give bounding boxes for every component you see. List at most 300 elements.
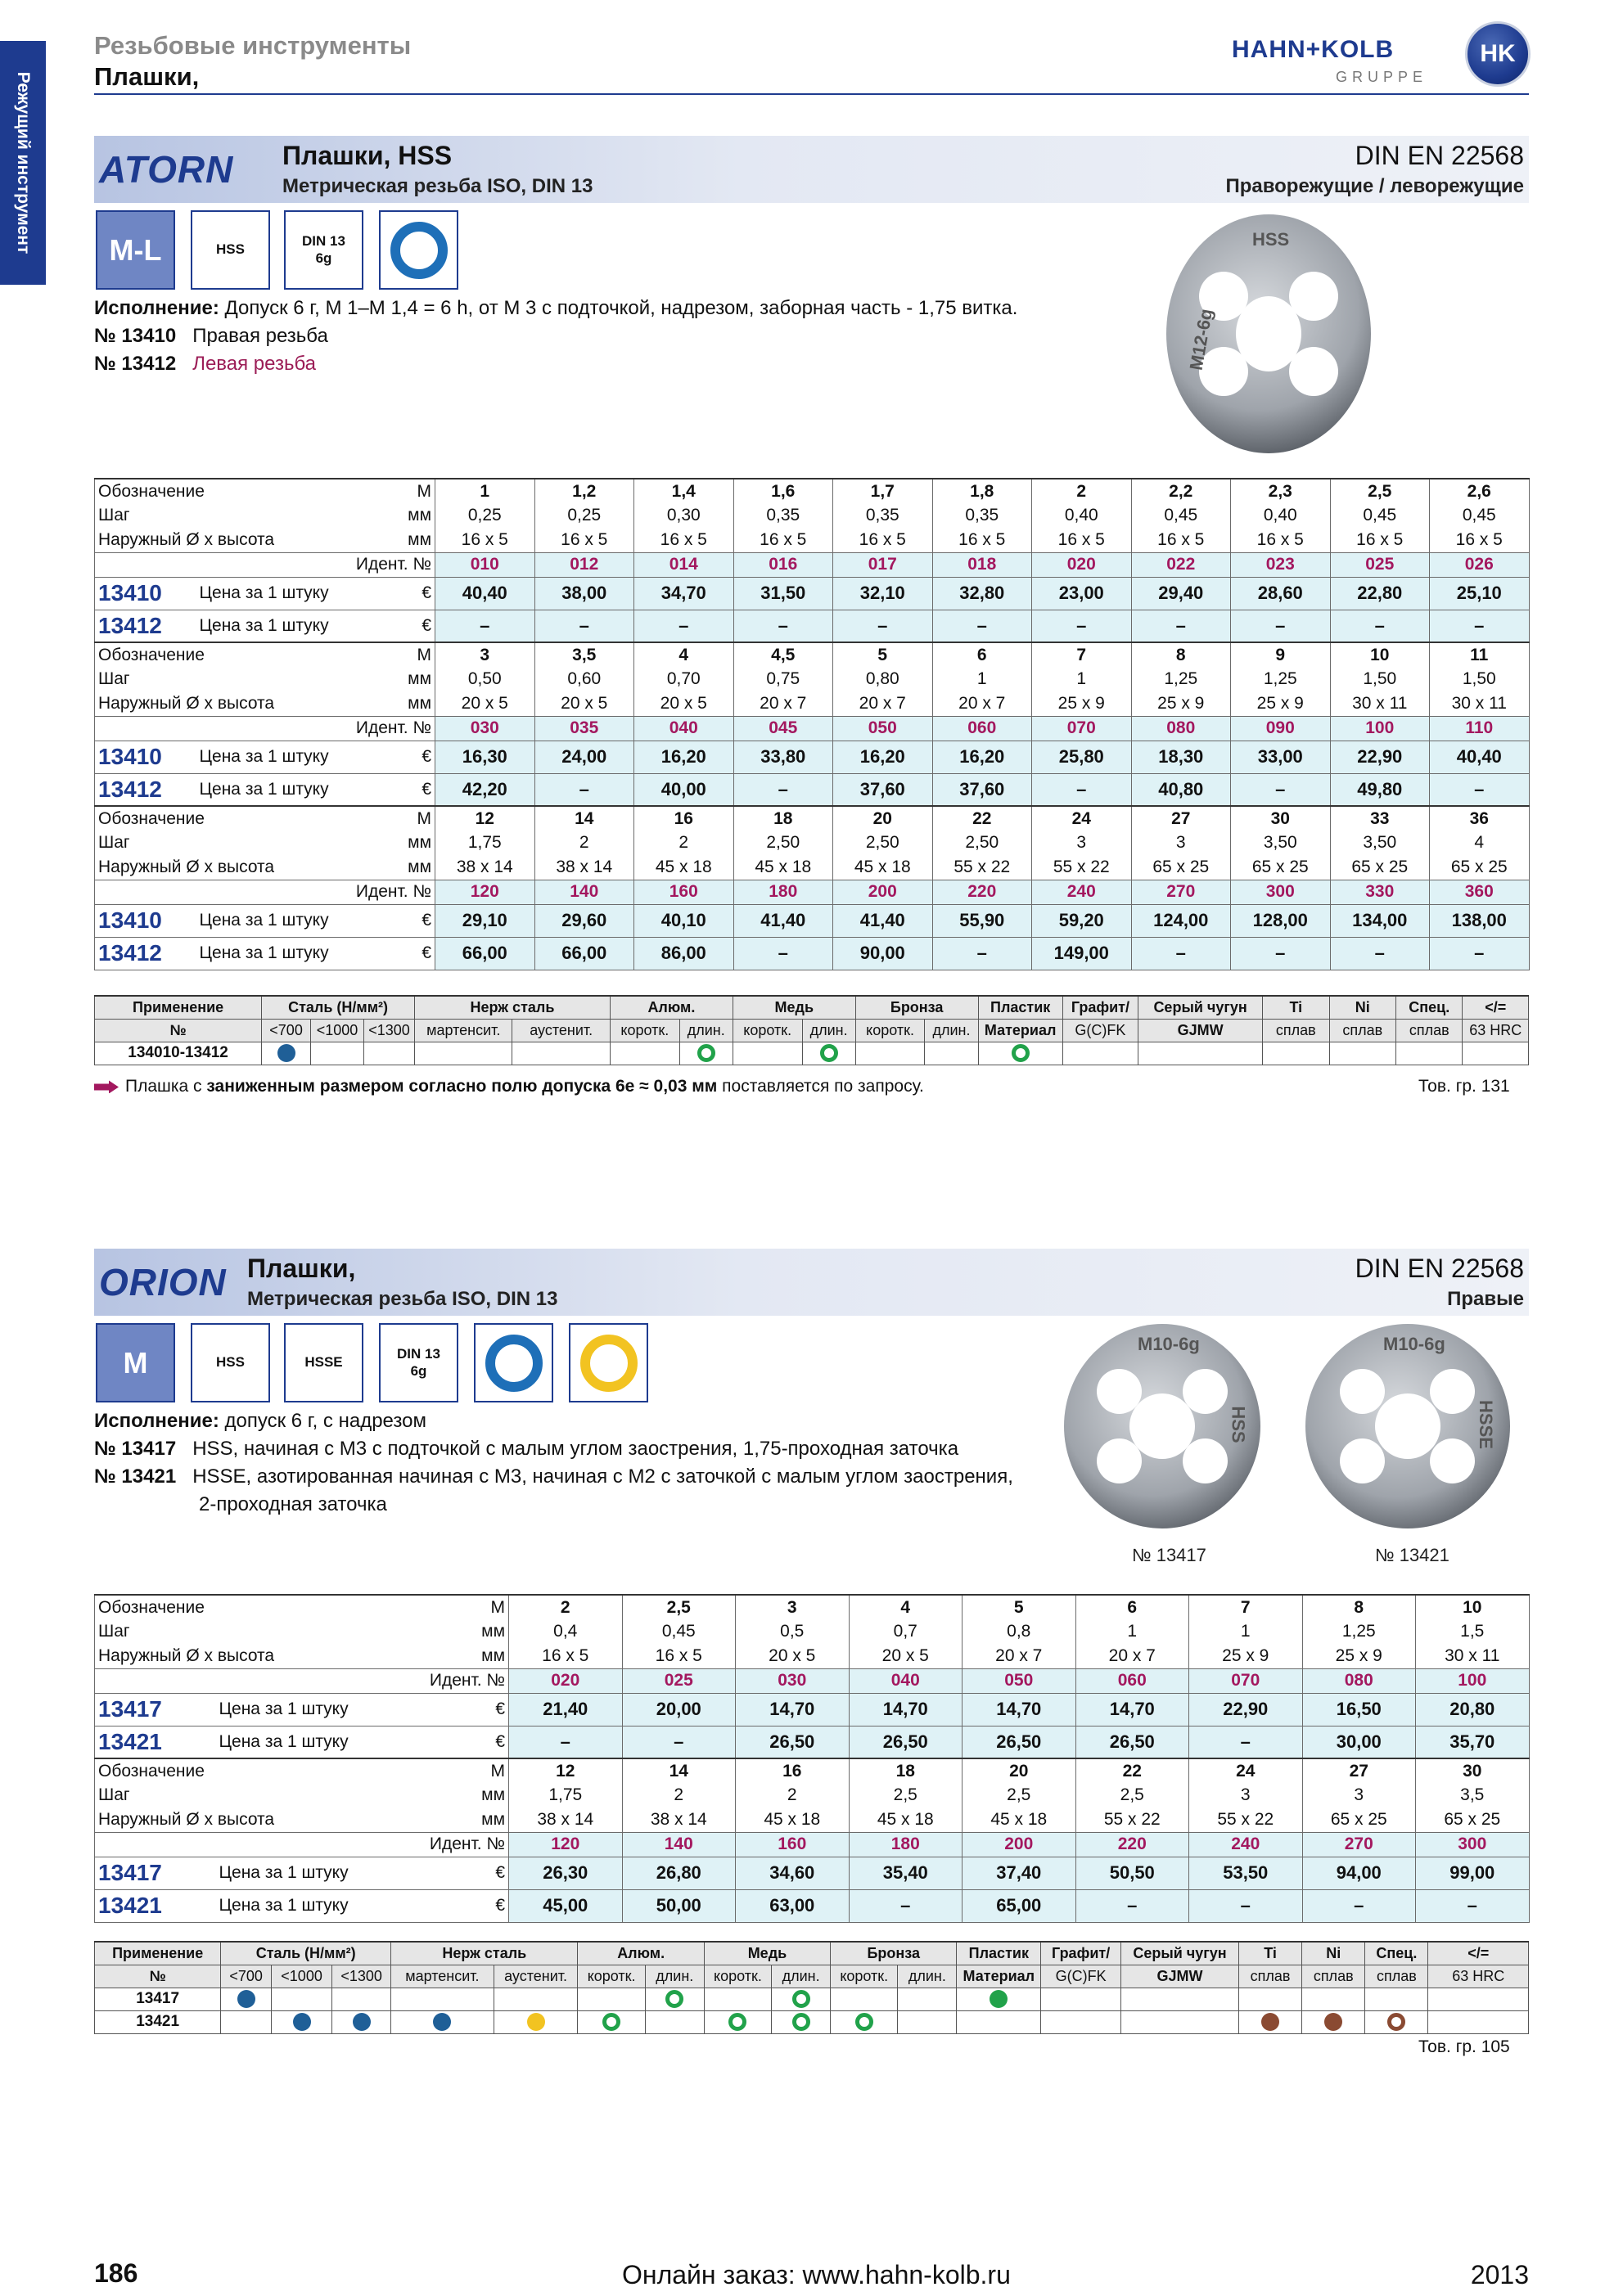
pitch-value: 3 [1032,831,1132,855]
app-subheader-cell: мартенсит. [391,1965,494,1988]
section1-norm: DIN EN 22568 [1355,141,1524,170]
ident-number[interactable]: 025 [622,1668,736,1693]
pitch-value: 0,35 [833,503,933,528]
app-row-label: 134010-13412 [95,1042,262,1065]
thread-size: 5 [833,642,933,667]
price-value: 40,00 [634,773,734,806]
app-header-cell: Пластик [978,996,1062,1019]
outer-size: 25 x 9 [1302,1644,1416,1668]
app-cell [733,1042,802,1065]
app-subheader-cell: № [95,1965,221,1988]
label-designation: Обозначение [95,806,393,831]
badge-din13: DIN 13 6g [284,210,363,290]
price-value: – [1430,937,1530,970]
ident-number[interactable]: 050 [833,716,933,741]
thread-size: 10 [1330,642,1430,667]
ident-number[interactable]: 060 [932,716,1032,741]
outer-size: 20 x 7 [1075,1644,1189,1668]
ident-number[interactable]: 012 [534,552,634,577]
ident-number[interactable]: 360 [1430,880,1530,904]
outer-size: 38 x 14 [622,1808,736,1832]
currency-symbol: € [393,904,435,937]
app-row [95,1988,1529,2010]
unit-mm: мм [393,528,435,552]
ident-number[interactable]: 016 [733,552,833,577]
ident-number[interactable]: 200 [963,1832,1076,1857]
app-subheader-cell: GJMW [1120,1965,1238,1988]
pitch-value: 0,8 [963,1619,1076,1644]
ident-number[interactable]: 090 [1231,716,1331,741]
badge-coating-gold-icon [569,1323,648,1402]
price-value: 16,20 [833,741,933,773]
label-pitch: Шаг [95,667,393,691]
thread-size: 1,2 [534,479,634,503]
price-value: 41,40 [733,904,833,937]
app-subheader-cell: сплав [1302,1965,1365,1988]
price-value: 22,80 [1330,577,1430,610]
article-number[interactable]: 13417 [95,1857,216,1889]
app-header-cell: Серый чугун [1138,996,1263,1019]
price-value: 24,00 [534,741,634,773]
price-value: – [1189,1726,1303,1758]
app-cell [364,1042,415,1065]
badge-coating-blue-icon [474,1323,553,1402]
ident-number[interactable]: 330 [1330,880,1430,904]
row-price [95,773,1530,806]
ident-number[interactable]: 045 [733,716,833,741]
app-cell [978,1042,1062,1065]
price-value: 29,60 [534,904,634,937]
price-value: 49,80 [1330,773,1430,806]
section1-description: Исполнение: Допуск 6 г, М 1–М 1,4 = 6 h, от М 3 с подточкой, надрезом, заборная часть - 1,75 витка. № 13410 Правая резьба № 13412 Левая резьба [94,297,1018,375]
pitch-value: 0,40 [1032,503,1132,528]
price-value: – [1302,1889,1416,1922]
outer-size: 65 x 25 [1330,855,1430,880]
app-cell [262,1042,311,1065]
ident-number[interactable]: 017 [833,552,933,577]
outer-size: 45 x 18 [833,855,933,880]
pitch-value: 0,45 [1430,503,1530,528]
label-price: Цена за 1 штуку [196,937,393,970]
outer-size: 30 x 11 [1416,1644,1530,1668]
outer-size: 20 x 5 [534,691,634,716]
pitch-value: 1,75 [435,831,535,855]
app-cell [645,1988,704,2010]
price-value: 124,00 [1131,904,1231,937]
price-value: 42,20 [435,773,535,806]
price-value: 34,70 [634,577,734,610]
row-price [95,904,1530,937]
ident-number[interactable]: 025 [1330,552,1430,577]
price-value: 40,40 [435,577,535,610]
price-value: 18,30 [1131,741,1231,773]
unit-mm: мм [393,667,435,691]
suitability-ring-green-icon [697,1044,715,1062]
app-subheader-cell: 63 HRC [1428,1965,1529,1988]
thread-size: 3 [736,1595,850,1619]
ident-number[interactable]: 240 [1189,1832,1303,1857]
row-ident [95,1668,1530,1693]
price-value: 33,00 [1231,741,1331,773]
article-number[interactable]: 13410 [95,904,196,937]
app-header-cell: </= [1463,996,1529,1019]
app-cell [772,2010,831,2033]
app-header-cell: </= [1428,1942,1529,1965]
price-value: – [622,1726,736,1758]
outer-size: 16 x 5 [1330,528,1430,552]
app-subheader-cell: № [95,1019,262,1042]
price-value: – [1189,1889,1303,1922]
app-cell [272,2010,332,2033]
app-cell [1302,2010,1365,2033]
price-value: – [1231,610,1331,642]
ident-number[interactable]: 026 [1430,552,1530,577]
ident-number[interactable]: 035 [534,716,634,741]
unit-mm: мм [445,1808,509,1832]
app-cell [494,1988,578,2010]
ident-number[interactable]: 160 [634,880,734,904]
app-header-cell: Спец. [1365,1942,1428,1965]
price-value: – [1075,1889,1189,1922]
unit-mm: мм [393,503,435,528]
ident-number[interactable]: 270 [1131,880,1231,904]
currency-symbol: € [445,1889,509,1922]
pitch-value: 0,50 [435,667,535,691]
thread-size: 14 [622,1758,736,1783]
price-value: 26,50 [963,1726,1076,1758]
row-price [95,1693,1530,1726]
thread-size: 9 [1231,642,1331,667]
currency-symbol: € [393,577,435,610]
app-subheader-cell: длин. [645,1965,704,1988]
outer-size: 30 x 11 [1430,691,1530,716]
ident-number[interactable]: 020 [1032,552,1132,577]
ident-number[interactable]: 180 [733,880,833,904]
pitch-value: 0,60 [534,667,634,691]
ident-number[interactable]: 023 [1231,552,1331,577]
price-value: 40,40 [1430,741,1530,773]
app-cell [1041,2010,1121,2033]
app-cell [1428,1988,1529,2010]
section2-product-group: Тов. гр. 105 [1418,2037,1510,2056]
ident-number[interactable]: 240 [1032,880,1132,904]
ident-number[interactable]: 022 [1131,552,1231,577]
article-number[interactable]: 13410 [95,741,196,773]
article-number[interactable]: 13410 [95,577,196,610]
thread-size: 3 [435,642,535,667]
outer-size: 45 x 18 [634,855,734,880]
pitch-value: 1,5 [1416,1619,1530,1644]
pitch-value: 1 [932,667,1032,691]
ident-number[interactable]: 070 [1032,716,1132,741]
die-image-13417: M10-6g HSS [1064,1324,1260,1528]
price-value: 14,70 [849,1693,963,1726]
row-ident [95,552,1530,577]
die-image-13421: M10-6g HSSE [1305,1324,1510,1528]
section1-band [94,136,1529,203]
app-header-cell: Спец. [1396,996,1463,1019]
ident-number[interactable]: 040 [849,1668,963,1693]
outer-size: 30 x 11 [1330,691,1430,716]
price-value: 99,00 [1416,1857,1530,1889]
label-pitch: Шаг [95,1619,445,1644]
pitch-value: 0,30 [634,503,734,528]
app-subheader-cell: аустенит. [494,1965,578,1988]
thread-size: 22 [1075,1758,1189,1783]
header-divider [94,93,1529,95]
app-header-cell: Графит/ [1062,996,1138,1019]
ident-number[interactable]: 050 [963,1668,1076,1693]
thread-size: 11 [1430,642,1530,667]
ident-number[interactable]: 080 [1302,1668,1416,1693]
orion-logo: ORION [99,1261,227,1303]
row-price [95,741,1530,773]
label-outer: Наружный Ø x высота [95,691,393,716]
side-tab[interactable] [0,41,46,285]
price-value: 31,50 [733,577,833,610]
outer-size: 45 x 18 [733,855,833,880]
ident-number[interactable]: 010 [435,552,535,577]
price-value: 23,00 [1032,577,1132,610]
label-pitch: Шаг [95,1783,445,1808]
ident-number[interactable]: 300 [1416,1832,1530,1857]
app-header-cell: Ni [1302,1942,1365,1965]
row-designation [95,642,1530,667]
article-number[interactable]: 13412 [95,773,196,806]
ident-number[interactable]: 120 [509,1832,623,1857]
unit-m: М [393,479,435,503]
pitch-value: 2 [634,831,734,855]
price-value: 138,00 [1430,904,1530,937]
ident-number[interactable]: 140 [534,880,634,904]
app-header-cell: Ti [1263,996,1329,1019]
price-value: 86,00 [634,937,734,970]
label-price: Цена за 1 штуку [196,610,393,642]
price-value: 26,50 [736,1726,850,1758]
price-value: 53,50 [1189,1857,1303,1889]
price-value: 90,00 [833,937,933,970]
thread-size: 20 [833,806,933,831]
thread-size: 16 [736,1758,850,1783]
pitch-value: 0,75 [733,667,833,691]
app-header-cell: Применение [95,1942,221,1965]
ident-number[interactable]: 070 [1189,1668,1303,1693]
app-row-label: 13417 [95,1988,221,2010]
section1-direction: Праворежущие / леворежущие [1225,175,1524,197]
app-subheader-cell: коротк. [610,1019,679,1042]
ident-number[interactable]: 220 [932,880,1032,904]
label-price: Цена за 1 штуку [216,1693,445,1726]
ident-number[interactable]: 080 [1131,716,1231,741]
ident-number[interactable]: 200 [833,880,933,904]
order-url-link[interactable]: Онлайн заказ: www.hahn-kolb.ru [622,2260,1011,2289]
app-header-cell: Бронза [831,1942,957,1965]
currency-symbol: € [393,741,435,773]
side-tab-label: Режущий инструмент [14,71,33,254]
app-cell [704,2010,771,2033]
ident-number[interactable]: 100 [1416,1668,1530,1693]
row-designation [95,1595,1530,1619]
thread-size: 12 [435,806,535,831]
app-header-row [95,1942,1529,1965]
section1-note: Плашка с заниженным размером согласно полю допуска 6е ≈ 0,03 мм поставляется по запросу. [94,1077,924,1096]
label-outer: Наружный Ø x высота [95,528,393,552]
die-image-hss: HSS M12-6g [1166,214,1371,453]
price-value: 50,50 [1075,1857,1189,1889]
label-designation: Обозначение [95,479,393,503]
app-subheader-cell: длин. [898,1965,957,1988]
thread-size: 1,6 [733,479,833,503]
pitch-value: 0,80 [833,667,933,691]
ident-number[interactable]: 040 [634,716,734,741]
thread-size: 2 [1032,479,1132,503]
pitch-value: 2,50 [733,831,833,855]
price-value: 20,80 [1416,1693,1530,1726]
outer-size: 38 x 14 [509,1808,623,1832]
pitch-value: 4 [1430,831,1530,855]
currency-symbol: € [445,1857,509,1889]
outer-size: 20 x 7 [833,691,933,716]
app-cell [645,2010,704,2033]
pitch-value: 1 [1075,1619,1189,1644]
label-ident: Идент. № [95,1832,509,1857]
app-subheader-cell: коротк. [704,1965,771,1988]
ident-number[interactable]: 160 [736,1832,850,1857]
ident-number[interactable]: 014 [634,552,734,577]
price-value: 134,00 [1330,904,1430,937]
ident-number[interactable]: 220 [1075,1832,1189,1857]
price-value: 94,00 [1302,1857,1416,1889]
ident-number[interactable]: 300 [1231,880,1331,904]
price-value: 26,50 [1075,1726,1189,1758]
badge-coating-icon [379,210,458,290]
pitch-value: 3 [1302,1783,1416,1808]
label-ident: Идент. № [95,1668,509,1693]
ident-number[interactable]: 120 [435,880,535,904]
currency-symbol: € [445,1693,509,1726]
price-value: – [1330,937,1430,970]
pitch-value: 0,45 [622,1619,736,1644]
ident-number[interactable]: 140 [622,1832,736,1857]
ident-number[interactable]: 018 [932,552,1032,577]
ident-number[interactable]: 030 [736,1668,850,1693]
label-outer: Наружный Ø x высота [95,855,393,880]
ident-number[interactable]: 180 [849,1832,963,1857]
price-value: 59,20 [1032,904,1132,937]
app-cell [272,1988,332,2010]
price-value: 26,30 [509,1857,623,1889]
suitability-blue-icon [433,2013,451,2031]
unit-m: М [445,1758,509,1783]
unit-mm: мм [445,1644,509,1668]
price-value: 38,00 [534,577,634,610]
ident-number[interactable]: 110 [1430,716,1530,741]
row-pitch [95,831,1530,855]
app-subheader-cell: длин. [679,1019,733,1042]
ident-number[interactable]: 030 [435,716,535,741]
pitch-value: 0,45 [1131,503,1231,528]
price-value: – [634,610,734,642]
outer-size: 16 x 5 [634,528,734,552]
currency-symbol: € [393,937,435,970]
price-value: 25,10 [1430,577,1530,610]
label-price: Цена за 1 штуку [216,1857,445,1889]
badge-hss: HSS [191,210,270,290]
ident-number[interactable]: 270 [1302,1832,1416,1857]
price-value: – [1131,937,1231,970]
ident-number[interactable]: 100 [1330,716,1430,741]
app-header-cell: Пластик [957,1942,1041,1965]
price-value: – [1430,610,1530,642]
price-value: – [534,610,634,642]
article-number[interactable]: 13412 [95,610,196,642]
price-value: 22,90 [1330,741,1430,773]
badge-m: M [96,1323,175,1402]
app-cell [704,1988,771,2010]
article-number[interactable]: 13421 [95,1726,216,1758]
die-caption-13417: № 13417 [1132,1545,1206,1565]
pitch-value: 0,5 [736,1619,850,1644]
outer-size: 20 x 7 [963,1644,1076,1668]
thread-size: 12 [509,1758,623,1783]
price-value: – [733,610,833,642]
price-value: 32,10 [833,577,933,610]
price-value: 65,00 [963,1889,1076,1922]
suitability-ring-green-icon [792,2013,810,2031]
app-cell [1396,1042,1463,1065]
app-cell [1428,2010,1529,2033]
app-subheader-row [95,1965,1529,1988]
label-price: Цена за 1 штуку [196,904,393,937]
pitch-value: 0,45 [1330,503,1430,528]
app-subheader-cell: <700 [262,1019,311,1042]
outer-size: 20 x 5 [435,691,535,716]
pitch-value: 0,25 [534,503,634,528]
ident-number[interactable]: 020 [509,1668,623,1693]
outer-size: 16 x 5 [833,528,933,552]
label-pitch: Шаг [95,831,393,855]
app-cell [512,1042,610,1065]
app-row [95,2010,1529,2033]
ident-number[interactable]: 060 [1075,1668,1189,1693]
pitch-value: 2 [534,831,634,855]
outer-size: 55 x 22 [1032,855,1132,880]
outer-size: 65 x 25 [1131,855,1231,880]
app-subheader-cell: коротк. [733,1019,802,1042]
app-cell [494,2010,578,2033]
outer-size: 45 x 18 [736,1808,850,1832]
label-price: Цена за 1 штуку [196,577,393,610]
price-value: 66,00 [534,937,634,970]
label-designation: Обозначение [95,642,393,667]
price-value: 63,00 [736,1889,850,1922]
article-number[interactable]: 13421 [95,1889,216,1922]
app-cell [925,1042,978,1065]
outer-size: 20 x 7 [733,691,833,716]
section1-application-table [94,995,1529,1065]
app-header-cell: Сталь (Н/мм²) [221,1942,391,1965]
article-number[interactable]: 13417 [95,1693,216,1726]
section1-price-table [94,478,1530,970]
outer-size: 16 x 5 [534,528,634,552]
app-header-cell: Алюм. [578,1942,704,1965]
article-number[interactable]: 13412 [95,937,196,970]
price-value: – [932,937,1032,970]
outer-size: 65 x 25 [1302,1808,1416,1832]
thread-size: 4 [849,1595,963,1619]
price-value: 149,00 [1032,937,1132,970]
pitch-value: 1,25 [1131,667,1231,691]
